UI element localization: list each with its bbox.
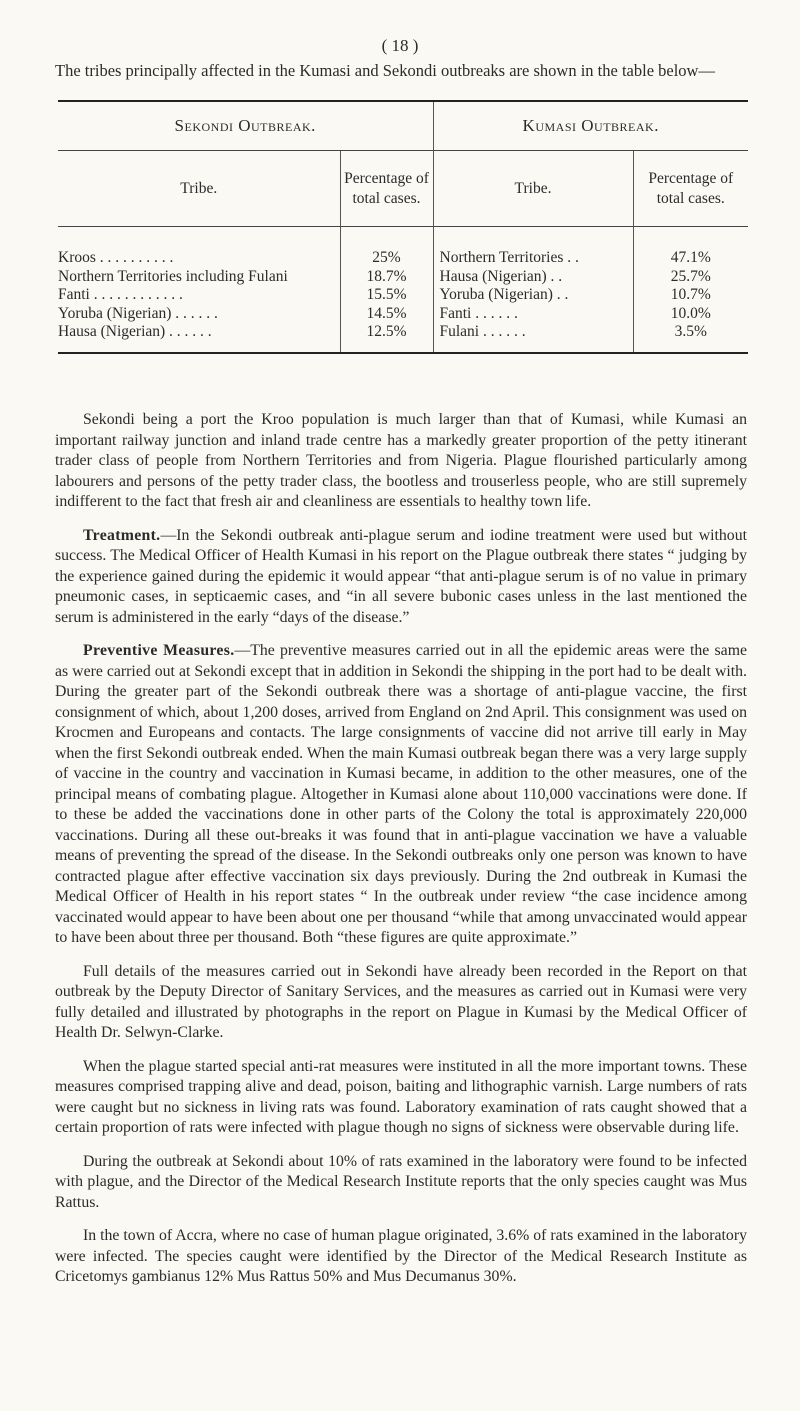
kumasi-tribe: Fulani . . . . . .	[439, 323, 526, 340]
intro-text: The tribes principally affected in the Kumasi and Sekondi outbreaks are shown in the table below—	[55, 61, 715, 80]
sekondi-tribe-list	[58, 227, 340, 352]
paragraph-sekondi-rats: During the outbreak at Sekondi about 10% of rats examined in the laboratory were found to be infected with plague, and the Director of the Medical Research Institute reports that the only species caught was Mus Rattus.	[55, 1152, 747, 1211]
kumasi-tribe-list	[433, 227, 633, 352]
tribes-table	[58, 100, 748, 354]
kumasi-tribe: Northern Territories . .	[439, 249, 579, 266]
kumasi-tribe: Hausa (Nigerian) . .	[439, 267, 563, 285]
kumasi-percentage: 10.0%	[670, 304, 711, 322]
paragraph-anti-rat-measures: When the plague started special anti-rat measures were instituted in all the more important towns. These measures comprised trapping alive and dead, poison, baiting and lithographic varnish. Large numbers of rats were caught but no sickness in living rats was found. Laboratory examination of rats caught showed that a certain proportion of rats were infected with plague though no signs of sickness were observable during life.	[55, 1057, 747, 1136]
sekondi-percentage-list	[340, 227, 433, 352]
sekondi-tribe: Northern Territories including Fulani	[58, 267, 288, 285]
kumasi-tribe: Yoruba (Nigerian) . .	[439, 286, 569, 303]
kumasi-percentage: 25.7%	[670, 267, 711, 285]
sekondi-percentage: 18.7%	[366, 267, 407, 285]
kumasi-tribe: Fanti . . . . . .	[439, 304, 518, 322]
sekondi-tribe: Fanti . . . . . . . . . . . .	[58, 286, 183, 303]
treatment-heading: Treatment.	[83, 526, 161, 544]
kumasi-percentage: 10.7%	[670, 286, 711, 303]
sekondi-percentage: 25%	[372, 249, 401, 266]
kumasi-percentage: 47.1%	[670, 249, 711, 266]
sekondi-percentage: 12.5%	[366, 323, 407, 340]
sekondi-tribe-header: Tribe.	[58, 151, 340, 227]
sekondi-outbreak-heading: Sekondi Outbreak.	[58, 101, 433, 151]
kumasi-percentage: 3.5%	[674, 323, 707, 340]
sekondi-percentage: 15.5%	[366, 286, 407, 303]
page-number: ( 18 )	[381, 36, 419, 55]
kumasi-percentage-header: Percentage of total cases.	[633, 151, 748, 227]
sekondi-percentage-header: Percentage of total cases.	[340, 151, 433, 227]
sekondi-tribe: Kroos . . . . . . . . . .	[58, 249, 174, 266]
paragraph-full-details: Full details of the measures carried out in Sekondi have already been recorded in the Report on that outbreak by the Deputy Director of Sanitary Services, and the measures as carried out in Kumasi were very fully detailed and illustrated by photographs in the report on Plague in Kumasi by the Medical Officer of Health Dr. Selwyn-Clarke.	[55, 962, 747, 1041]
kumasi-tribe-header: Tribe.	[433, 151, 633, 227]
kumasi-outbreak-heading: Kumasi Outbreak.	[433, 101, 748, 151]
treatment-text: —In the Sekondi outbreak anti-plague serum and iodine treatment were used but without success. The Medical Officer of Health Kumasi in his report on the Plague outbreak there states “ judging by the experience gained during the epidemic it would appear “that anti-plague serum is of no value in primary pneumonic cases, in septicaemic cases, and “in all severe bubonic cases unless in the last mentioned the serum is administered in the early “days of the disease.”	[55, 526, 747, 626]
sekondi-tribe: Hausa (Nigerian) . . . . . .	[58, 323, 212, 340]
paragraph-accra-rats: In the town of Accra, where no case of human plague originated, 3.6% of rats examined in the laboratory were infected. The species caught were identified by the Director of the Medical Research Institute as Cricetomys gambianus 12% Mus Rattus 50% and Mus Decumanus 30%.	[55, 1227, 747, 1285]
paragraph-treatment	[55, 526, 747, 629]
kumasi-percentage-list	[633, 227, 748, 352]
preventive-measures-heading: Preventive Measures.	[83, 642, 235, 659]
sekondi-percentage: 14.5%	[366, 304, 407, 322]
body-text	[55, 410, 747, 1301]
sekondi-tribe: Yoruba (Nigerian) . . . . . .	[58, 304, 218, 322]
preventive-measures-text: —The preventive measures carried out in all the epidemic areas were the same as were carried out at Sekondi except that in addition in Sekondi the shipping in the port had to be dealt with. During the greater part of the Sekondi outbreak there was a shortage of anti-plague vaccine, the first consignment of which, about 1,200 doses, arrived from England on 2nd April. This consignment was used on Krocmen and Europeans and contacts. The large consignments of vaccine did not arrive till early in May when the first Sekondi outbreak ended. When the main Kumasi outbreak began there was a very large supply of vaccine in the country and vaccination in Kumasi became, in addition to the other measures, one of the principal means of combating plague. Altogether in Kumasi alone about 110,000 vaccinations were done. If to these be added the vaccinations done in other parts of the Colony the total is approximately 220,000 vaccinations. During all these out-breaks it was found that in anti-plague vaccination we have a valuable means of preventing the spread of the disease. In the Sekondi outbreaks only one person was known to have contracted plague after effective vaccination six days previously. During the 2nd outbreak in Kumasi the Medical Officer of Health in his report states “ In the outbreak under review “the case incidence among vaccinated would appear to have been about one per thousand “while that among unvaccinated would appear to have been about three per thousand. Both “these figures are quite approximate.”	[55, 642, 747, 946]
paragraph-preventive-measures	[55, 641, 747, 949]
paragraph-population: Sekondi being a port the Kroo population is much larger than that of Kumasi, while Kumasi an important railway junction and inland trade centre has a markedly greater proportion of the petty itinerant trader class of people from Northern Territories and from Nigeria. Plague flourished particularly among labourers and persons of the petty trader class, the bootless and trouserless people, who are still supremely indifferent to the fact that fresh air and cleanliness are essentials to healthy town life.	[55, 411, 747, 510]
